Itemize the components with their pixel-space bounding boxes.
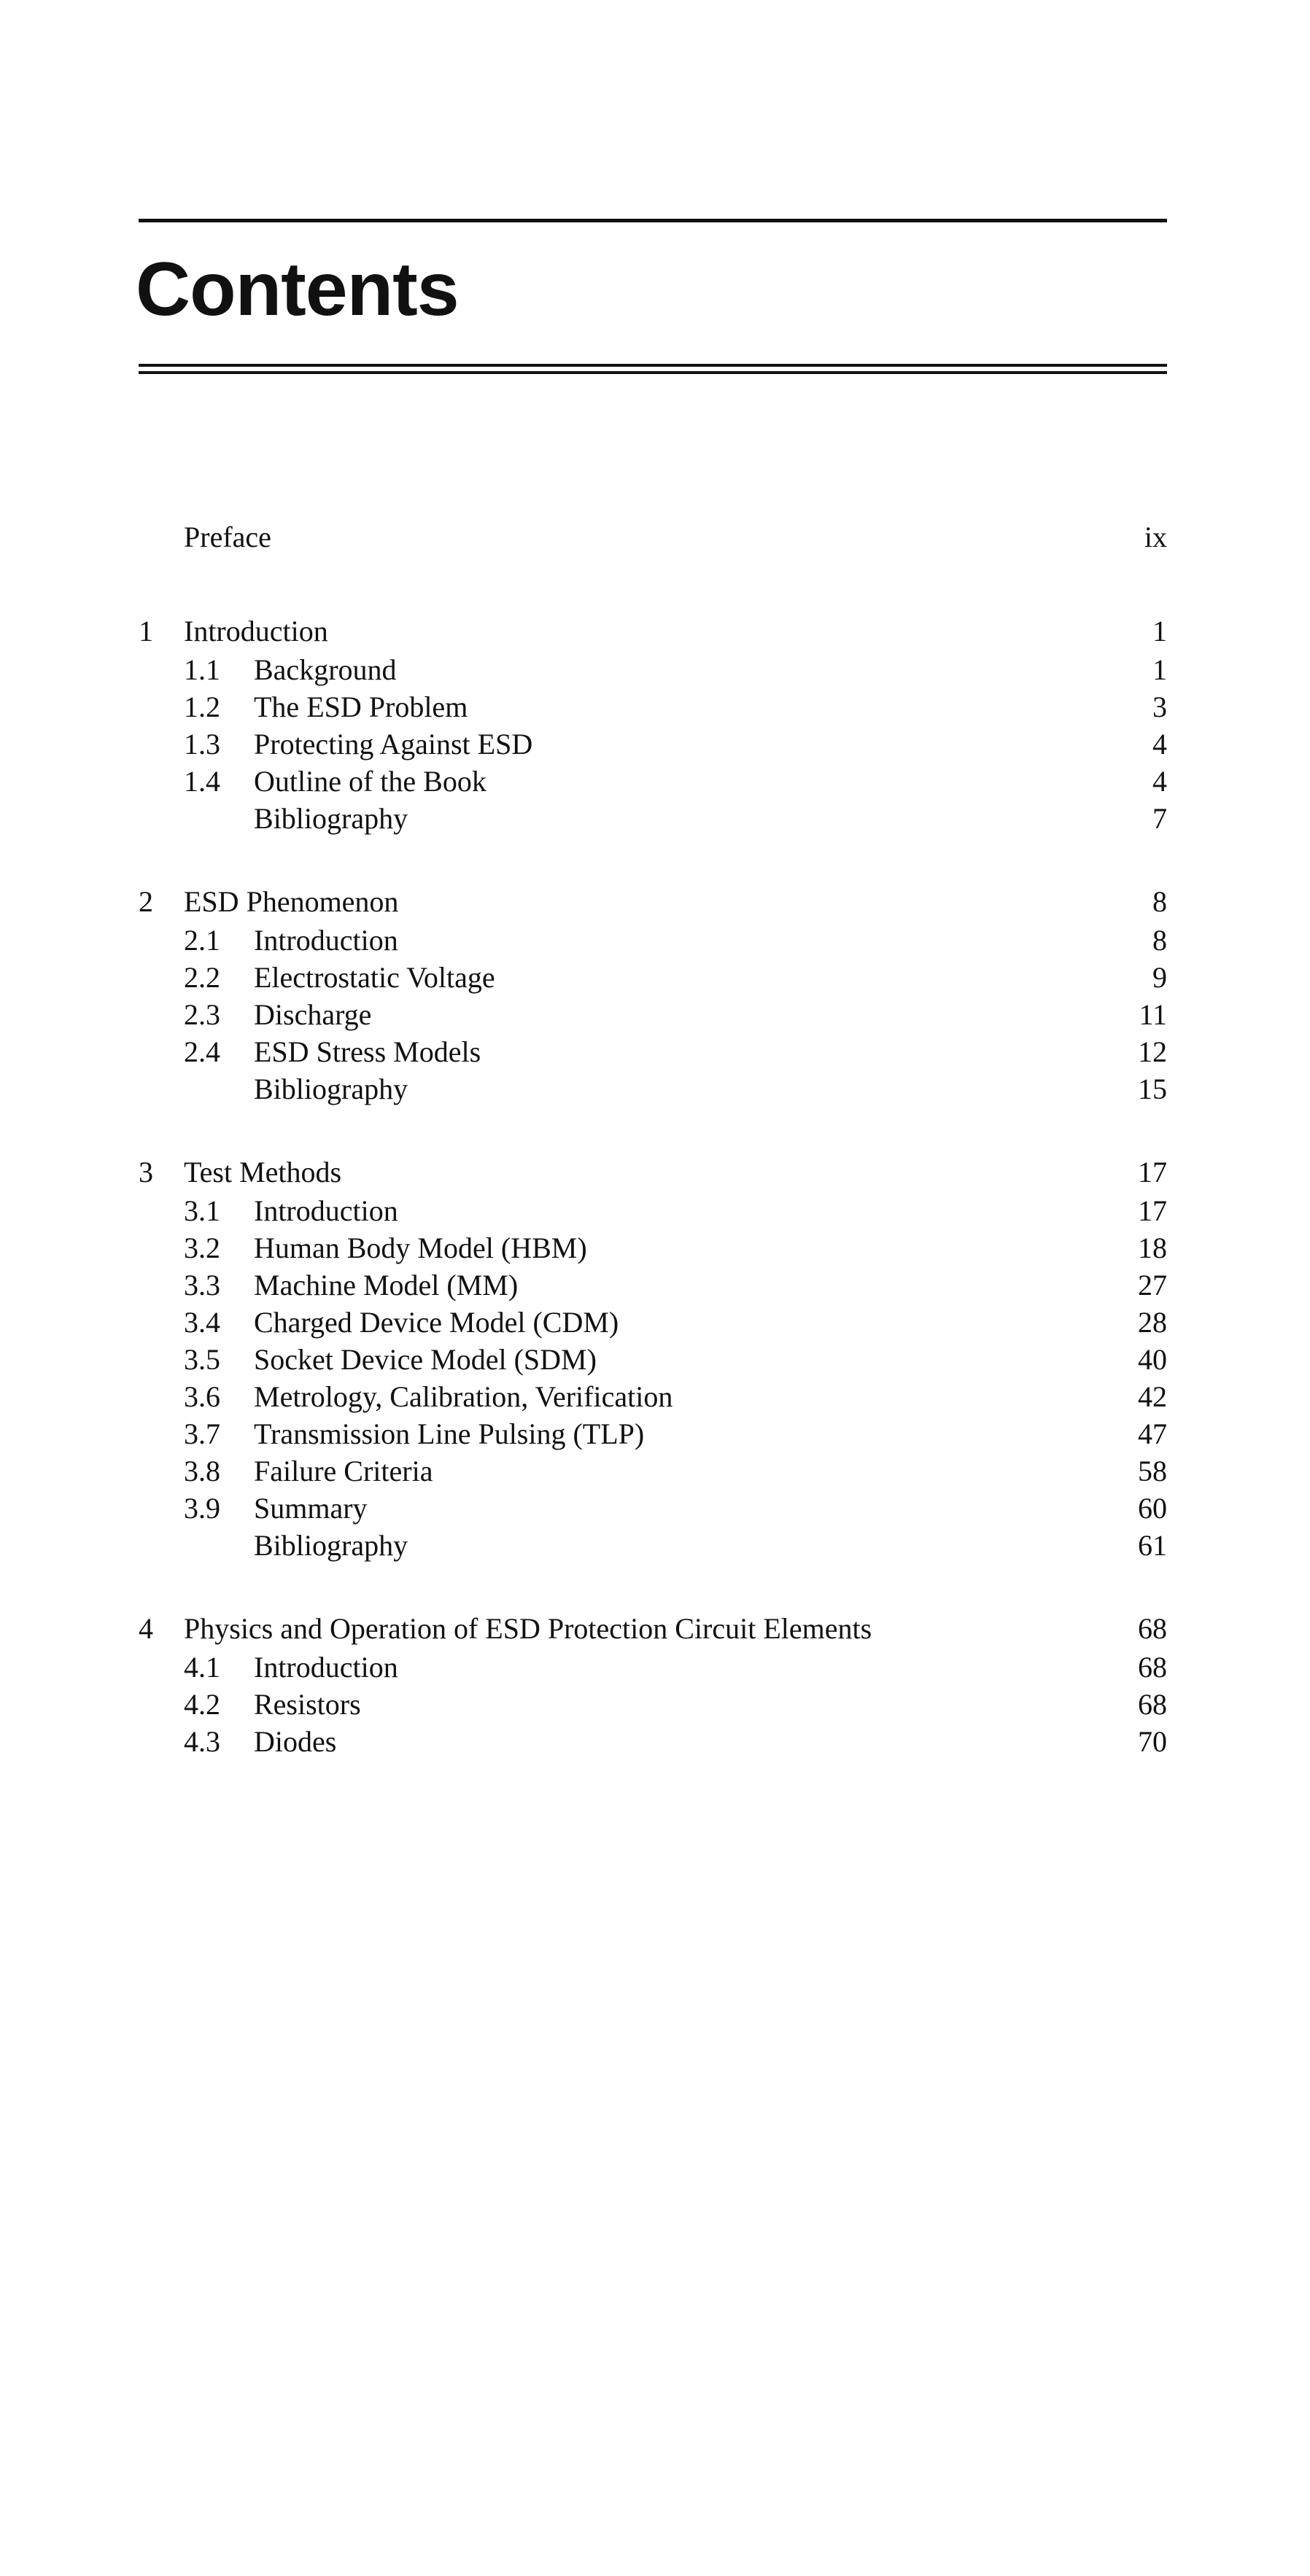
section-page: 61 [1138, 1529, 1167, 1562]
section-number: 2.4 [184, 1035, 220, 1068]
chapter-page: 8 [1152, 885, 1167, 918]
section-page: 11 [1139, 998, 1167, 1031]
section-title: The ESD Problem [254, 690, 468, 723]
table-of-contents [139, 518, 1167, 1760]
chapter-number: 4 [139, 1612, 153, 1645]
section-number: 1.3 [184, 728, 220, 760]
chapter-number: 1 [139, 615, 153, 647]
section-number: 3.3 [184, 1269, 220, 1301]
section-page: 68 [1138, 1651, 1167, 1684]
section-page: 58 [1138, 1455, 1167, 1487]
chapter-page: 1 [1152, 615, 1167, 647]
preface-title: Preface [184, 521, 271, 553]
toc-section[interactable] [139, 1192, 1167, 1229]
toc-section[interactable] [139, 763, 1167, 800]
toc-section[interactable] [139, 1266, 1167, 1304]
toc-section[interactable] [139, 959, 1167, 996]
contents-page [136, 219, 1167, 1758]
section-title: Diodes [254, 1725, 337, 1758]
section-title: Discharge [254, 998, 372, 1031]
toc-section[interactable] [139, 1452, 1167, 1490]
section-number: 2.3 [184, 998, 220, 1031]
section-page: 4 [1152, 728, 1167, 760]
toc-chapter[interactable] [139, 1153, 1167, 1192]
chapter-title: Physics and Operation of ESD Protection Circuit Elements [184, 1612, 872, 1645]
section-page: 3 [1152, 690, 1167, 723]
page-title: Contents [136, 247, 459, 332]
toc-preface[interactable] [139, 518, 1167, 557]
top-rule [139, 219, 1167, 222]
section-title: Background [254, 653, 397, 686]
section-title: Resistors [254, 1688, 361, 1721]
toc-section[interactable] [139, 1490, 1167, 1527]
chapter-number: 2 [139, 885, 153, 918]
toc-section[interactable] [139, 1527, 1167, 1564]
section-page: 9 [1152, 961, 1167, 994]
toc-section[interactable] [139, 1723, 1167, 1760]
section-title: Human Body Model (HBM) [254, 1231, 587, 1264]
toc-section[interactable] [139, 688, 1167, 725]
section-title: Outline of the Book [254, 765, 487, 798]
toc-section[interactable] [139, 1415, 1167, 1452]
section-number: 1.1 [184, 653, 220, 686]
section-page: 8 [1152, 924, 1167, 957]
section-page: 60 [1138, 1492, 1167, 1525]
section-number: 2.1 [184, 924, 220, 957]
section-title: Bibliography [254, 1073, 408, 1105]
section-number: 4.1 [184, 1651, 220, 1684]
section-number: 3.8 [184, 1455, 220, 1487]
section-page: 70 [1138, 1725, 1167, 1758]
section-title: Introduction [254, 1651, 398, 1684]
section-page: 42 [1138, 1380, 1167, 1413]
toc-section[interactable] [139, 1378, 1167, 1415]
section-number: 2.2 [184, 961, 220, 994]
toc-section[interactable] [139, 651, 1167, 688]
toc-chapter[interactable] [139, 1609, 1167, 1649]
section-page: 18 [1138, 1231, 1167, 1264]
toc-section[interactable] [139, 996, 1167, 1033]
section-page: 28 [1138, 1306, 1167, 1339]
section-title: Summary [254, 1492, 368, 1525]
chapter-page: 17 [1138, 1156, 1167, 1188]
section-page: 47 [1138, 1417, 1167, 1450]
section-number: 1.2 [184, 690, 220, 723]
chapter-title: Introduction [184, 615, 328, 647]
section-page: 12 [1138, 1035, 1167, 1068]
toc-section[interactable] [139, 1341, 1167, 1378]
section-number: 4.3 [184, 1725, 220, 1758]
section-title: Introduction [254, 924, 398, 957]
toc-section[interactable] [139, 725, 1167, 763]
section-title: ESD Stress Models [254, 1035, 481, 1068]
section-page: 7 [1152, 802, 1167, 835]
toc-chapter[interactable] [139, 612, 1167, 651]
section-title: Metrology, Calibration, Verification [254, 1380, 673, 1413]
section-page: 15 [1138, 1073, 1167, 1105]
section-title: Machine Model (MM) [254, 1269, 519, 1301]
section-number: 1.4 [184, 765, 220, 798]
section-page: 1 [1152, 653, 1167, 686]
chapter-list [139, 612, 1167, 1760]
double-rule [139, 364, 1167, 374]
chapter-title: Test Methods [184, 1156, 342, 1188]
section-number: 3.7 [184, 1417, 220, 1450]
section-title: Bibliography [254, 1529, 408, 1562]
section-title: Failure Criteria [254, 1455, 433, 1487]
chapter-number: 3 [139, 1156, 153, 1188]
section-title: Bibliography [254, 802, 408, 835]
chapter-page: 68 [1138, 1612, 1167, 1645]
section-page: 40 [1138, 1343, 1167, 1376]
section-number: 4.2 [184, 1688, 220, 1721]
section-title: Introduction [254, 1194, 398, 1227]
toc-chapter[interactable] [139, 882, 1167, 922]
section-title: Charged Device Model (CDM) [254, 1306, 619, 1339]
section-number: 3.6 [184, 1380, 220, 1413]
toc-section[interactable] [139, 922, 1167, 959]
section-number: 3.5 [184, 1343, 220, 1376]
toc-section[interactable] [139, 1304, 1167, 1341]
section-number: 3.4 [184, 1306, 220, 1339]
toc-section[interactable] [139, 1649, 1167, 1686]
section-title: Protecting Against ESD [254, 728, 533, 760]
toc-section[interactable] [139, 1070, 1167, 1108]
section-title: Transmission Line Pulsing (TLP) [254, 1417, 645, 1450]
toc-section[interactable] [139, 1229, 1167, 1266]
chapter-title: ESD Phenomenon [184, 885, 399, 918]
preface-page: ix [1144, 521, 1167, 553]
section-page: 68 [1138, 1688, 1167, 1721]
section-title: Socket Device Model (SDM) [254, 1343, 597, 1376]
toc-section[interactable] [139, 800, 1167, 837]
section-number: 3.1 [184, 1194, 220, 1227]
section-page: 27 [1138, 1269, 1167, 1301]
toc-section[interactable] [139, 1033, 1167, 1070]
toc-section[interactable] [139, 1686, 1167, 1723]
section-page: 4 [1152, 765, 1167, 798]
section-number: 3.2 [184, 1231, 220, 1264]
section-page: 17 [1138, 1194, 1167, 1227]
section-title: Electrostatic Voltage [254, 961, 495, 994]
section-number: 3.9 [184, 1492, 220, 1525]
